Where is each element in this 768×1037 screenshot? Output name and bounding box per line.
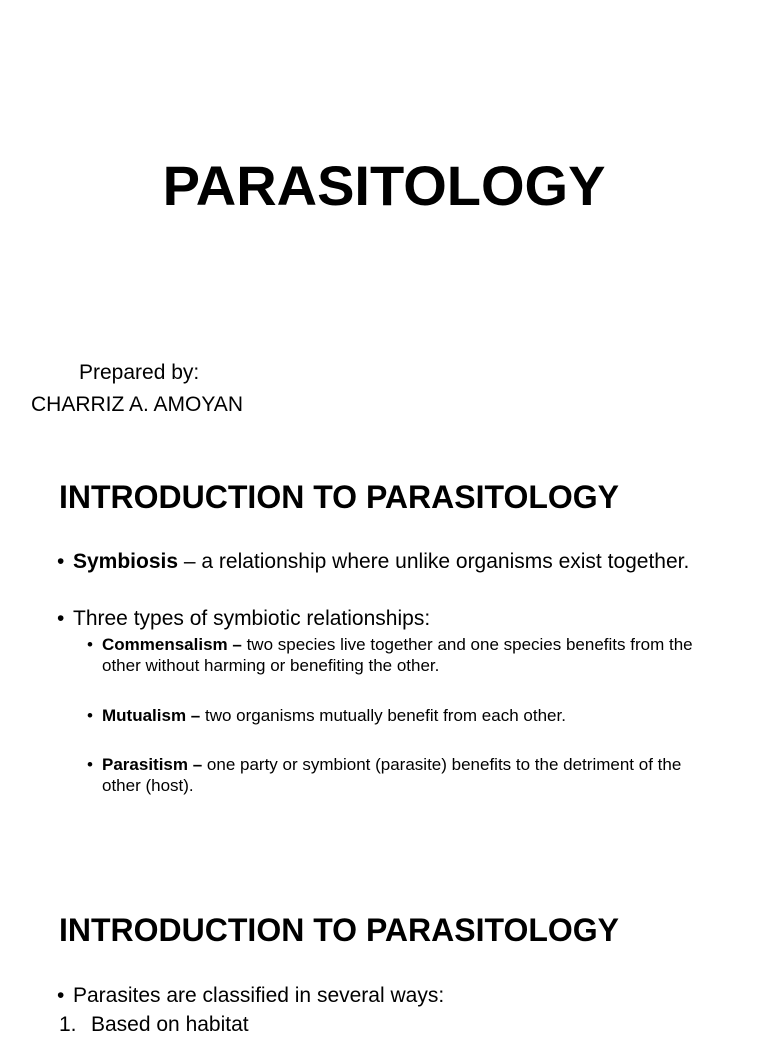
definition: two organisms mutually benefit from each other. [200,706,566,725]
sub-bullet-item [87,634,722,676]
section-title: INTRODUCTION TO PARASITOLOGY [59,479,620,515]
bullet-icon: • [87,706,93,725]
sub-bullet-item [87,754,722,796]
document-title: PARASITOLOGY [162,154,606,217]
term: Commensalism – [102,635,242,654]
term: Parasitism – [102,755,203,774]
bullet-item: • Symbiosis – a relationship where unlike organisms exist together. [57,550,690,573]
author-name: CHARRIZ A. AMOYAN [31,393,243,416]
item-text: Based on habitat [91,1013,249,1036]
term: Symbiosis [73,550,179,573]
definition: one party or symbiont (parasite) benefits to the detriment of the other (host). [102,755,682,795]
bullet-item [57,984,713,1008]
bullet-icon: • [57,984,65,1007]
sub-bullet-item [87,705,722,726]
bullet-item [57,607,713,631]
bullet-icon: • [57,607,65,630]
definition: two species live together and one species benefits from the other without harming or benefiting the other. [102,635,693,675]
bullet-text: Three types of symbiotic relationships: [73,607,431,630]
bullet-text: Parasites are classified in several ways: [73,984,445,1007]
section-title: INTRODUCTION TO PARASITOLOGY [59,912,620,948]
term: Mutualism – [102,706,201,725]
numbered-item [59,1013,249,1037]
bullet-icon: • [87,635,93,654]
definition: a relationship where unlike organisms exist together. [201,550,690,573]
bullet-icon: • [87,755,93,774]
item-number: 1. [59,1013,77,1036]
bullet-icon: • [57,550,65,573]
prepared-by-label: Prepared by: [79,361,200,384]
